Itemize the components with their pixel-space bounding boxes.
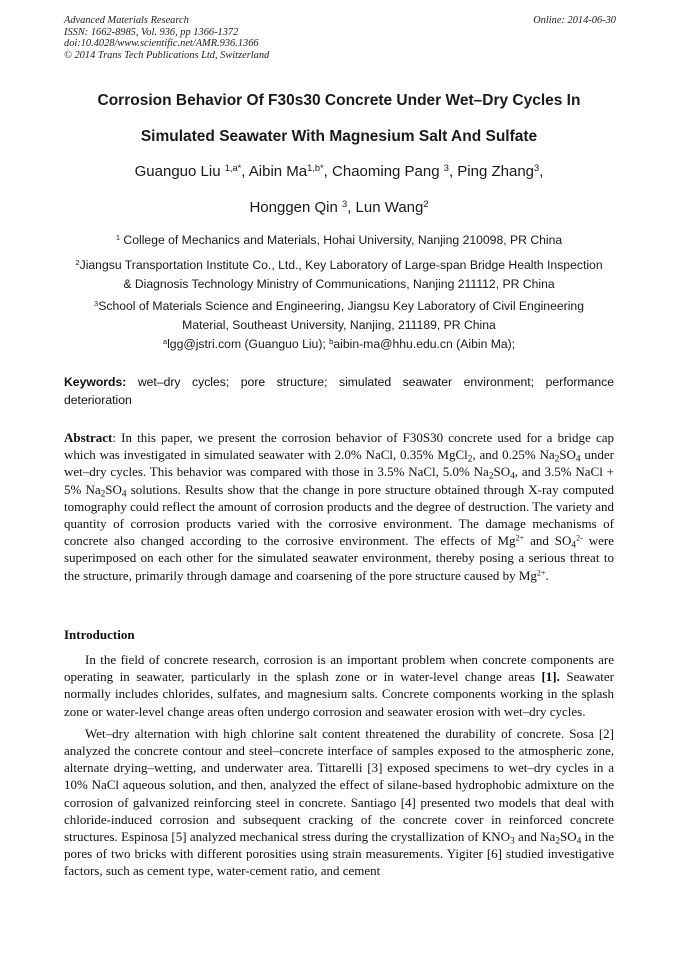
subscript: 2 — [555, 836, 561, 847]
author-affiliation-marker: 3 — [534, 162, 540, 173]
superscript: 2+ — [536, 568, 546, 578]
email-line — [40, 335, 638, 354]
paragraph-text: in the pores of two bricks with different porosities using strain measurements. Yigiter [6] studied investigative factors, such as cement type, water-cement ratio, and cement — [64, 829, 614, 879]
paragraph-text: and Na — [514, 829, 556, 845]
abstract-text: and SO — [524, 533, 572, 549]
doi-line: doi:10.4028/www.scientific.net/AMR.936.1366 — [64, 38, 259, 49]
affiliation-text: & Diagnosis Technology Ministry of Communications, Nanjing 211112, PR China — [123, 277, 555, 291]
affiliation-text: Jiangsu Transportation Institute Co., Ltd., Key Laboratory of Large-span Bridge Health Inspection — [79, 258, 603, 272]
affiliation-1 — [40, 231, 638, 250]
subscript: 2 — [467, 454, 473, 465]
journal-header — [64, 15, 616, 61]
paragraph-text: Wet–dry alternation with high chlorine salt content threatened the durability of concrete. Sosa [2] analyzed the concrete contour and steel–concrete interface of samples exposed to the atmospheric zone, alternate drying–wetting, and underwater area. Tittarelli [3] exposed specimens to wet–dry cycles in a 10% NaCl aqueous solution, and then, analyzed the effect of silane-based hydrophobic admixture on the corrosion of galvanized reinforcing steel in concrete. Santiago [4] presented two models that deal with chloride-induced corrosion and subsequent cracking of the concrete cover in reinforced concrete structures. Espinosa [5] analyzed mechanical stress during the crystallization of KNO — [64, 725, 614, 845]
author-separator: , — [241, 163, 249, 180]
affiliation-3 — [40, 297, 638, 354]
affiliation-marker: 1 — [115, 232, 121, 242]
abstract — [64, 429, 614, 584]
abstract-text: solutions. Results show that the change in pore structure obtained through X-ray computed tomography could reflect the amount of corrosion products and the degree of destruction. The variety and quantity of corrosion products varied with the corrosive environment. The damage mechanisms of concrete also changed according to the corrosive environment. The effects of Mg — [64, 481, 614, 549]
abstract-text: under wet–dry cycles. This behavior was compared with those in 3.5% NaCl, 5.0% Na — [64, 447, 614, 480]
affiliation-2 — [40, 256, 638, 294]
abstract-text: . — [545, 567, 549, 583]
author-name: Chaoming Pang — [332, 163, 440, 180]
keywords-label: Keywords: — [64, 375, 127, 389]
author-name: Ping Zhang — [457, 163, 535, 180]
author-affiliation-marker: 3 — [443, 162, 449, 173]
author-separator: , — [448, 163, 458, 180]
author-affiliation-marker: 1,b* — [307, 162, 324, 173]
abstract-text: SO — [493, 464, 511, 480]
author-name: Honggen Qin — [249, 199, 338, 216]
introduction-paragraph-1 — [64, 651, 614, 720]
abstract-text: , and 0.25% Na — [472, 447, 555, 463]
copyright-line: © 2014 Trans Tech Publications Ltd, Switzerland — [64, 49, 270, 61]
online-date: Online: 2014-06-30 — [533, 15, 616, 26]
author-name: Guanguo Liu — [134, 163, 221, 180]
subscript: 2 — [554, 454, 560, 465]
author-separator: , — [323, 163, 333, 180]
author-affiliation-marker: 2 — [423, 198, 429, 209]
paragraph-text: In the field of concrete research, corrosion is an important problem when concrete components are operating in seawater, particularly in the splash zone or in water-level change areas — [64, 652, 614, 685]
introduction-paragraph-2 — [64, 725, 614, 880]
superscript: 2+ — [515, 533, 525, 543]
affiliation-marker: 2 — [75, 257, 80, 267]
keywords-text: wet–dry cycles; pore structure; simulated seawater environment; performance deterioration — [64, 375, 614, 407]
author-separator: , — [539, 163, 544, 180]
abstract-text: , and 3.5% NaCl + 5% Na — [64, 464, 615, 497]
abstract-text: : In this paper, we present the corrosion behavior of F30S30 concrete used for a bridge cap which was investigated in simulated seawater with 2.0% NaCl, 0.35% MgCl — [64, 430, 614, 463]
subscript: 4 — [510, 471, 515, 482]
abstract-text: SO — [559, 447, 576, 463]
author-affiliation-marker: 1,a* — [224, 162, 242, 173]
introduction-body — [64, 651, 614, 880]
email-text: aibin-ma@hhu.edu.cn (Aibin Ma); — [333, 337, 516, 351]
subscript: 4 — [575, 454, 581, 465]
affiliation-text: College of Mechanics and Materials, Hohai University, Nanjing 210098, PR China — [123, 233, 563, 247]
subscript: 4 — [121, 488, 127, 499]
keywords — [64, 373, 614, 409]
abstract-text: were superimposed on each other for the simulated seawater environment, thereby posing a serious threat to the structure, primarily through damage and coarsening of the pore structure caused by Mg — [64, 533, 615, 583]
subscript: 3 — [510, 836, 515, 847]
email-text: lgg@jstri.com (Guanguo Liu); — [167, 337, 330, 351]
journal-name: Advanced Materials Research — [64, 15, 189, 26]
paragraph-text: Seawater normally includes chlorides, sulfates, and magnesium salts. Concrete components working in the splash zone or water-level change areas often undergo corrosion and seawater erosion with wet–dry cycles. — [64, 669, 614, 719]
issn-line: ISSN: 1662-8985, Vol. 936, pp 1366-1372 — [64, 26, 239, 38]
subscript: 2 — [100, 488, 106, 499]
email-marker: b — [329, 336, 334, 346]
section-heading-introduction: Introduction — [64, 627, 135, 642]
subscript: 4 — [571, 540, 577, 551]
paper-title-line-2: Simulated Seawater With Magnesium Salt And Sulfate — [140, 128, 538, 145]
author-list-line-1 — [50, 163, 628, 180]
author-name: Aibin Ma — [248, 163, 308, 180]
author-list-line-2 — [50, 199, 628, 216]
superscript: 2- — [576, 533, 583, 543]
abstract-text: SO — [105, 481, 122, 497]
affiliation-text: School of Materials Science and Engineering, Jiangsu Key Laboratory of Civil Engineering — [98, 299, 584, 313]
citation-ref: [1]. — [541, 669, 560, 685]
affiliation-text: Material, Southeast University, Nanjing, 211189, PR China — [182, 318, 496, 332]
subscript: 2 — [488, 471, 494, 482]
paragraph-text: SO — [560, 829, 577, 845]
author-name: Lun Wang — [355, 199, 424, 216]
subscript: 4 — [576, 836, 582, 847]
abstract-label: Abstract — [64, 430, 113, 445]
author-affiliation-marker: 3 — [342, 198, 348, 209]
author-separator: , — [347, 199, 356, 216]
email-marker: a — [162, 336, 168, 346]
affiliation-marker: 3 — [94, 298, 99, 308]
paper-title-line-1: Corrosion Behavior Of F30s30 Concrete Under Wet–Dry Cycles In — [97, 92, 581, 109]
abstract-paragraph — [64, 429, 614, 584]
